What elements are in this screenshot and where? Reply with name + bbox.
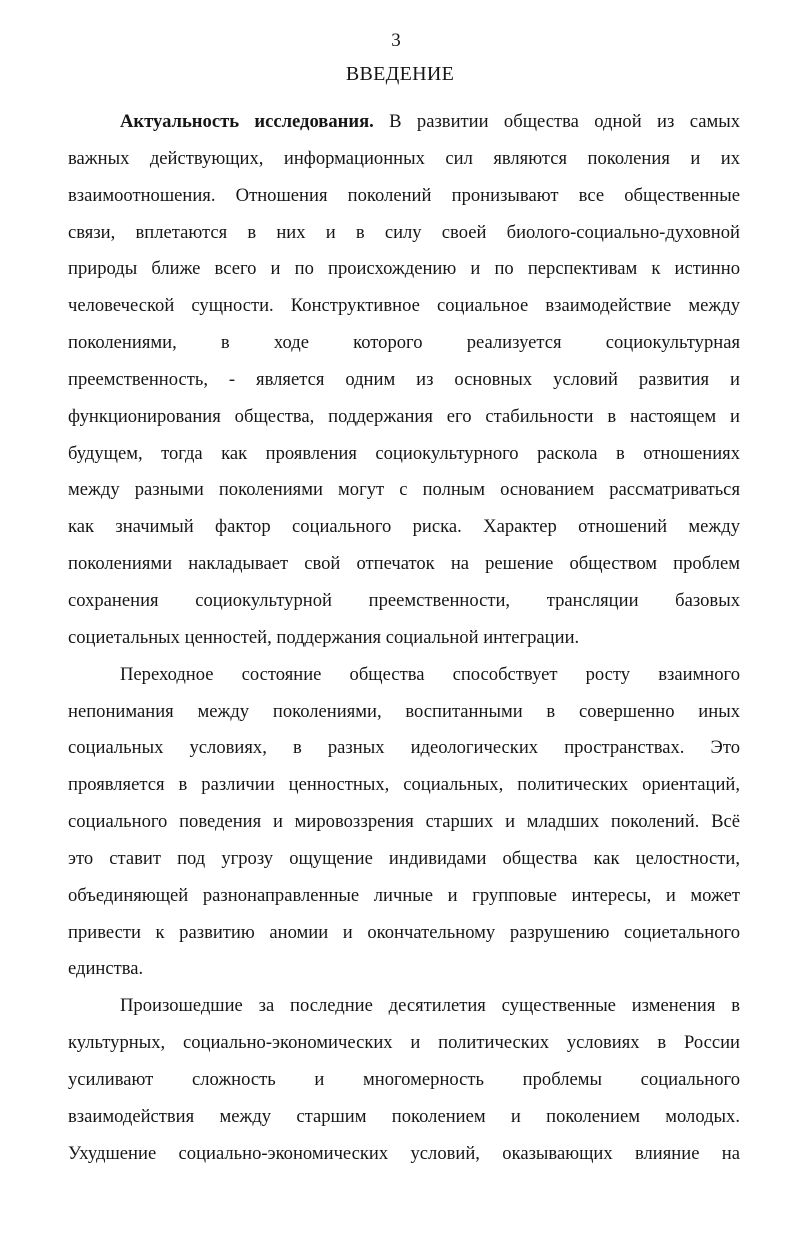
text-line: сохранения социокультурной преемственности, трансляции базовых	[68, 589, 740, 611]
paragraph-changes	[68, 988, 740, 1172]
text-line: взаимодействия между старшим поколением и поколением молодых.	[68, 1105, 740, 1127]
text-line: социетальных ценностей, поддержания социальной интеграции.	[68, 626, 580, 648]
text-line: взаимоотношения. Отношения поколений пронизывают все общественные	[68, 184, 740, 206]
text-line: важных действующих, информационных сил являются поколения и их	[68, 147, 740, 169]
text-line: преемственность, - является одним из основных условий развития и	[68, 368, 740, 390]
text-line: связи, вплетаются в них и в силу своей биолого-социально-духовной	[68, 221, 740, 243]
run-in-heading: Актуальность исследования.	[120, 111, 374, 132]
text-line: как значимый фактор социального риска. Характер отношений между	[68, 516, 740, 538]
text-line: Ухудшение социально-экономических условий, оказывающих влияние на	[68, 1142, 740, 1164]
text-line: природы ближе всего и по происхождению и по перспективам к истинно	[68, 258, 740, 280]
text-line: будущем, тогда как проявления социокультурного раскола в отношениях	[68, 442, 740, 464]
text-line: поколениями, в ходе которого реализуется социокультурная	[68, 332, 740, 354]
body-text	[68, 104, 740, 1172]
text-line: социальных условиях, в разных идеологических пространствах. Это	[68, 737, 740, 759]
text-line: проявляется в различии ценностных, социальных, политических ориентаций,	[68, 774, 740, 796]
text-line: это ставит под угрозу ощущение индивидами общества как целостности,	[68, 847, 740, 869]
text-line: функционирования общества, поддержания его стабильности в настоящем и	[68, 405, 740, 427]
section-heading: ВВЕДЕНИЕ	[345, 63, 455, 85]
text-line	[68, 104, 740, 141]
text-line: Переходное состояние общества способствует росту взаимного	[120, 663, 740, 685]
text-line: человеческой сущности. Конструктивное социальное взаимодействие между	[68, 295, 740, 317]
text-line: привести к развитию аномии и окончательному разрушению социетального	[68, 921, 740, 943]
paragraph-relevance	[68, 104, 740, 657]
page-number: 3	[391, 30, 401, 51]
text-line: объединяющей разнонаправленные личные и групповые интересы, и может	[68, 884, 740, 906]
paragraph-transition	[68, 657, 740, 989]
text-line: культурных, социально-экономических и политических условиях в России	[68, 1032, 740, 1054]
text-line: непонимания между поколениями, воспитанными в совершенно иных	[68, 700, 740, 722]
text-line: усиливают сложность и многомерность проблемы социального	[68, 1068, 740, 1090]
text-line: единства.	[68, 958, 144, 980]
text-line: между разными поколениями могут с полным основанием рассматриваться	[68, 479, 740, 501]
text-line: поколениями накладывает свой отпечаток на решение обществом проблем	[68, 553, 740, 575]
text-line: социального поведения и мировоззрения старших и младших поколений. Всё	[68, 811, 740, 833]
text-line-content: В развитии общества одной из самых	[373, 111, 740, 132]
text-line: Произошедшие за последние десятилетия существенные изменения в	[120, 995, 740, 1017]
